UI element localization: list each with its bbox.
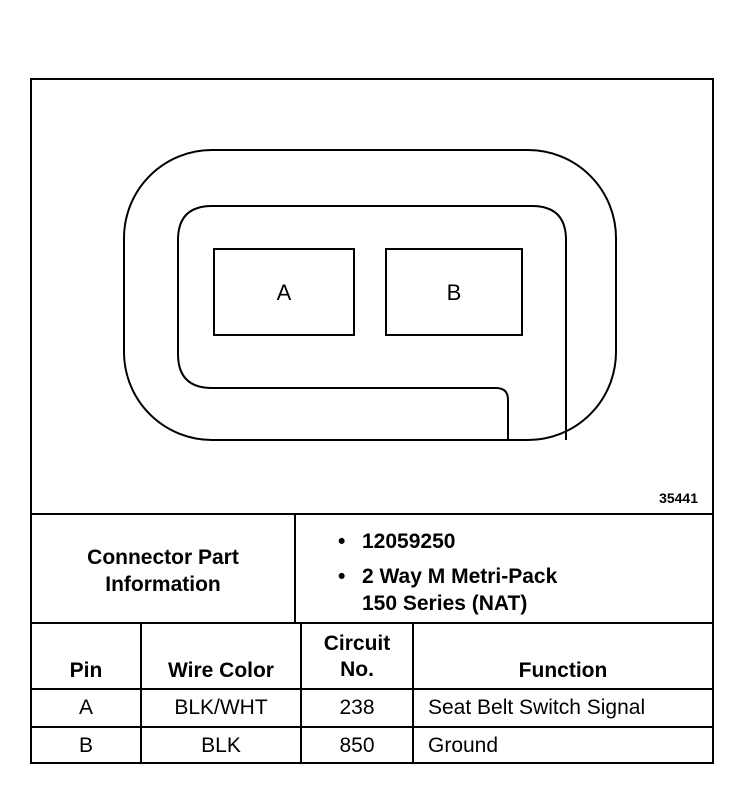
row-b-wire-color: BLK [201,734,241,757]
header-circuit-line2: No. [340,658,374,681]
connector-info-frame [30,78,714,764]
divider-diagram [32,513,712,515]
header-circuit-number [302,631,412,683]
connector-part-info-list [338,528,557,617]
row-a-wire-color: BLK/WHT [174,696,268,719]
connector-part-info-label-line1: Connector Part [87,545,239,569]
part-number-text: 12059250 [362,530,456,553]
header-circuit-line1: Circuit [323,632,391,655]
connector-outer-shell [124,150,616,440]
header-wire-color: Wire Color [168,659,274,682]
divider-col-3 [412,624,414,764]
row-a-function: Seat Belt Switch Signal [428,696,646,719]
row-a-circuit: 238 [339,696,375,719]
row-b-circuit: 850 [339,734,375,757]
connector-part-info-label-line2: Information [105,572,221,596]
pin-label-a: A [276,279,292,305]
connector-type [338,563,557,590]
header-function: Function [518,659,608,682]
connector-type-line2: 150 Series (NAT) [362,592,528,615]
row-b-function: Ground [428,734,499,757]
row-b-pin: B [78,734,93,757]
connector-type-line1: 2 Way M Metri-Pack [362,565,558,588]
pin-label-b: B [446,279,462,305]
connector-face-diagram [32,80,712,515]
bullet-icon: • [338,565,346,588]
divider-header-bottom [32,688,712,690]
connector-part-info-label [32,517,294,624]
connector-inner-shell [178,206,566,440]
figure-number: 35441 [659,490,698,506]
row-a-pin: A [78,696,93,719]
connector-part-number [338,528,557,555]
divider-cpi [294,515,296,622]
bullet-icon: • [338,530,346,553]
divider-row-1 [32,726,712,728]
header-pin: Pin [69,659,103,682]
